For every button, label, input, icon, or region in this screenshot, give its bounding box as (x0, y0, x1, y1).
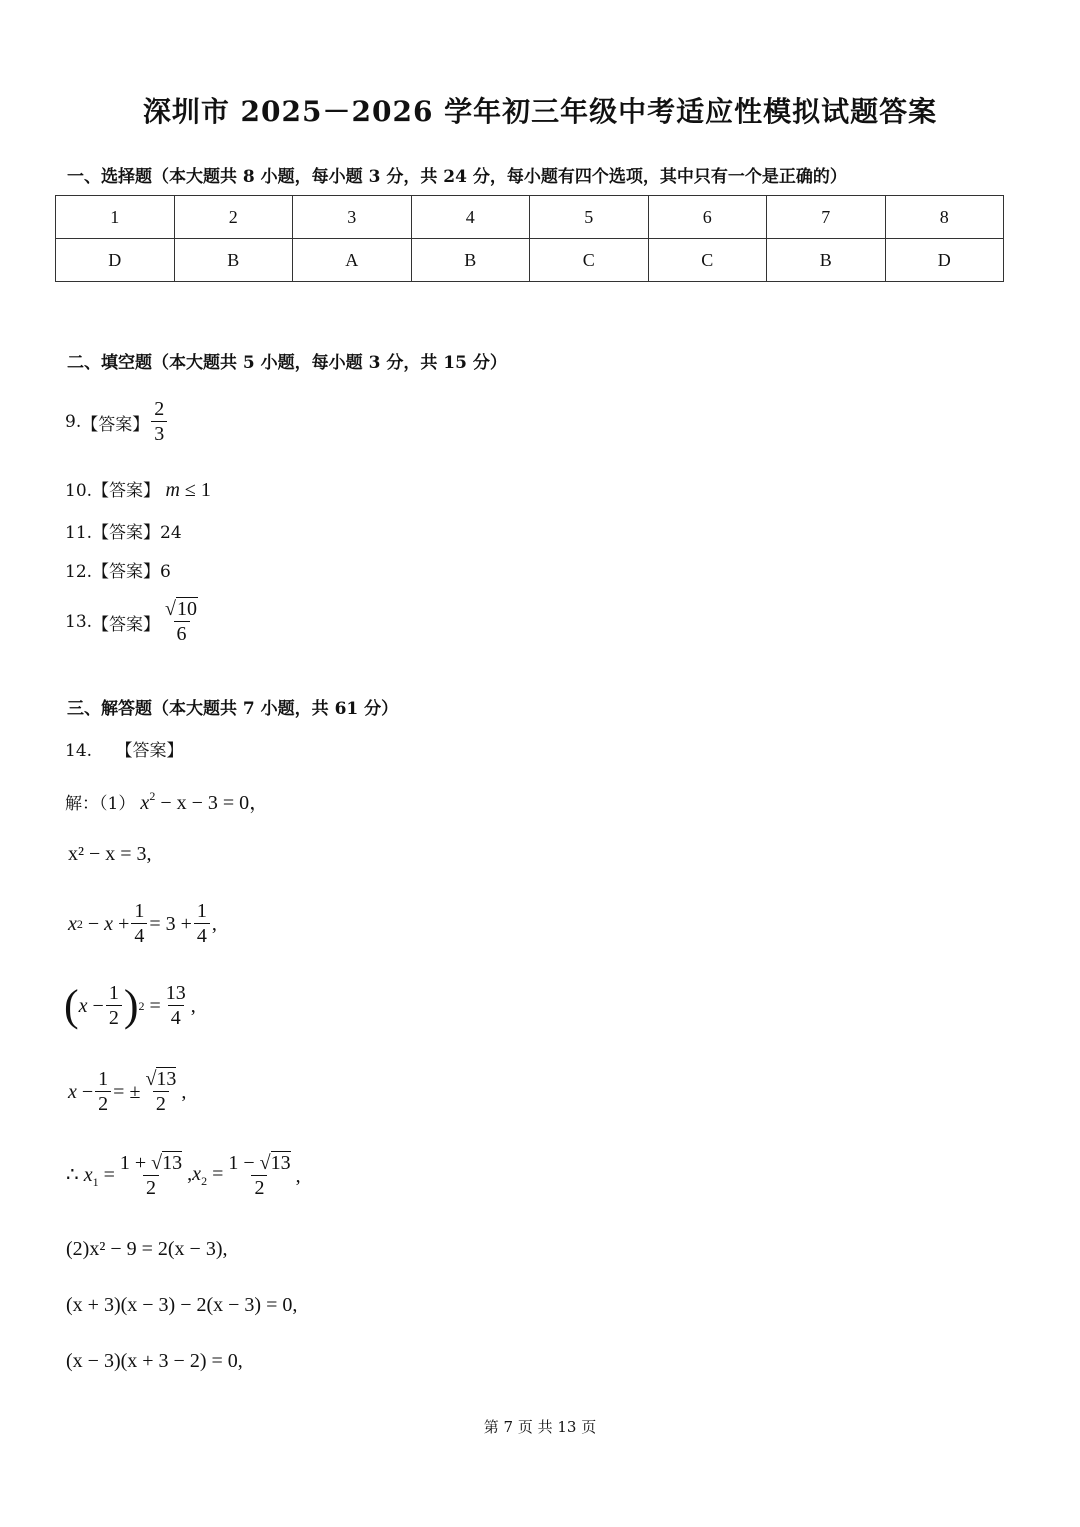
answer-q9 (65, 398, 169, 446)
math-variable: m (165, 479, 180, 501)
choice-answer-table (55, 195, 1004, 282)
answer-cell: B (767, 239, 886, 282)
question-number: 10. (65, 481, 93, 501)
solution-line-6: ∴ $x_1$ = $\frac{1 + √13}{2}$ $,x_2$ = $\frac{1 - √13}{2}$ , (66, 1152, 301, 1199)
page-title: 深圳市 2025－2026 学年初三年级中考适应性模拟试题答案 (142, 95, 938, 128)
radicand: 10 (177, 598, 198, 620)
fraction (151, 398, 167, 446)
answer-cell: B (411, 239, 530, 282)
question-number: 12. (65, 562, 93, 582)
numerator: 2 (154, 398, 165, 420)
answer-cell: C (530, 239, 649, 282)
numerator (162, 598, 201, 621)
answer-label: 【答案】 (115, 741, 184, 761)
solution-line-2: x² − x = 3, (68, 843, 152, 865)
solution-line-9: (x − 3)(x + 3 − 2) = 0, (66, 1350, 243, 1372)
question-number-cell: 8 (885, 196, 1004, 239)
answer-label: 【答案】 (81, 414, 150, 435)
section-3-heading: 三、解答题（本大题共 7 小题，共 61 分） (67, 699, 399, 719)
question-number-cell: 1 (56, 196, 175, 239)
answer-q12 (65, 557, 171, 582)
question-number-cell: 7 (767, 196, 886, 239)
solution-line-4: ( x − $\frac{1}{2}$ ) 2 = $\frac{13}{4}$ , (64, 981, 196, 1030)
math-expression: − x − 3 = 0， (155, 792, 270, 814)
section-1-heading: 一、选择题（本大题共 8 小题，每小题 3 分，共 24 分，每小题有四个选项，其中只有一个是正确的） (67, 167, 847, 187)
answer-value: 6 (160, 562, 171, 582)
answer-cell: D (885, 239, 1004, 282)
solution-line-1: 解：（1） $x^2 - x - 3 = 0$， (65, 789, 270, 814)
answer-q10 (65, 476, 211, 502)
math-expression: ≤ 1 (179, 479, 211, 501)
fraction (162, 598, 201, 646)
question-number: 9. (65, 412, 82, 432)
question-number-cell: 4 (411, 196, 530, 239)
solution-line-7: (2)x² − 9 = 2(x − 3), (66, 1238, 228, 1260)
answer-value: 24 (160, 523, 182, 543)
section-2-heading: 二、填空题（本大题共 5 小题，每小题 3 分，共 15 分） (67, 353, 507, 373)
table-row (56, 239, 1004, 282)
question-number: 11. (65, 523, 93, 543)
sqrt: √10 (165, 598, 198, 620)
answer-q11 (65, 518, 182, 543)
question-number-cell: 3 (293, 196, 412, 239)
question-number-cell: 5 (530, 196, 649, 239)
solve-prefix: 解：（1） (65, 794, 136, 814)
answer-label: 【答案】 (92, 614, 161, 635)
answer-label: 【答案】 (92, 523, 161, 543)
solution-line-8: (x + 3)(x − 3) − 2(x − 3) = 0, (66, 1294, 298, 1316)
solution-line-5: x − $\frac{1}{2}$ = ± $\frac{√13}{2}$ , (68, 1068, 187, 1115)
answer-cell: A (293, 239, 412, 282)
page-footer: 第 7 页 共 13 页 (483, 1418, 597, 1436)
answer-label: 【答案】 (92, 481, 161, 501)
question-number: 13. (65, 612, 93, 632)
answer-q13 (65, 598, 203, 646)
solution-line-3: x 2 − x + $\frac{1}{4}$ = 3 + $\frac{1}{4}$ , (68, 900, 217, 947)
answer-cell: C (648, 239, 767, 282)
answer-cell: B (174, 239, 293, 282)
question-number-cell: 6 (648, 196, 767, 239)
denominator: 6 (174, 621, 190, 646)
answer-label: 【答案】 (92, 562, 161, 582)
answer-q14-header (65, 736, 183, 761)
question-number-cell: 2 (174, 196, 293, 239)
question-number: 14. (65, 741, 93, 761)
table-row (56, 196, 1004, 239)
denominator: 3 (151, 421, 167, 446)
answer-cell: D (56, 239, 175, 282)
